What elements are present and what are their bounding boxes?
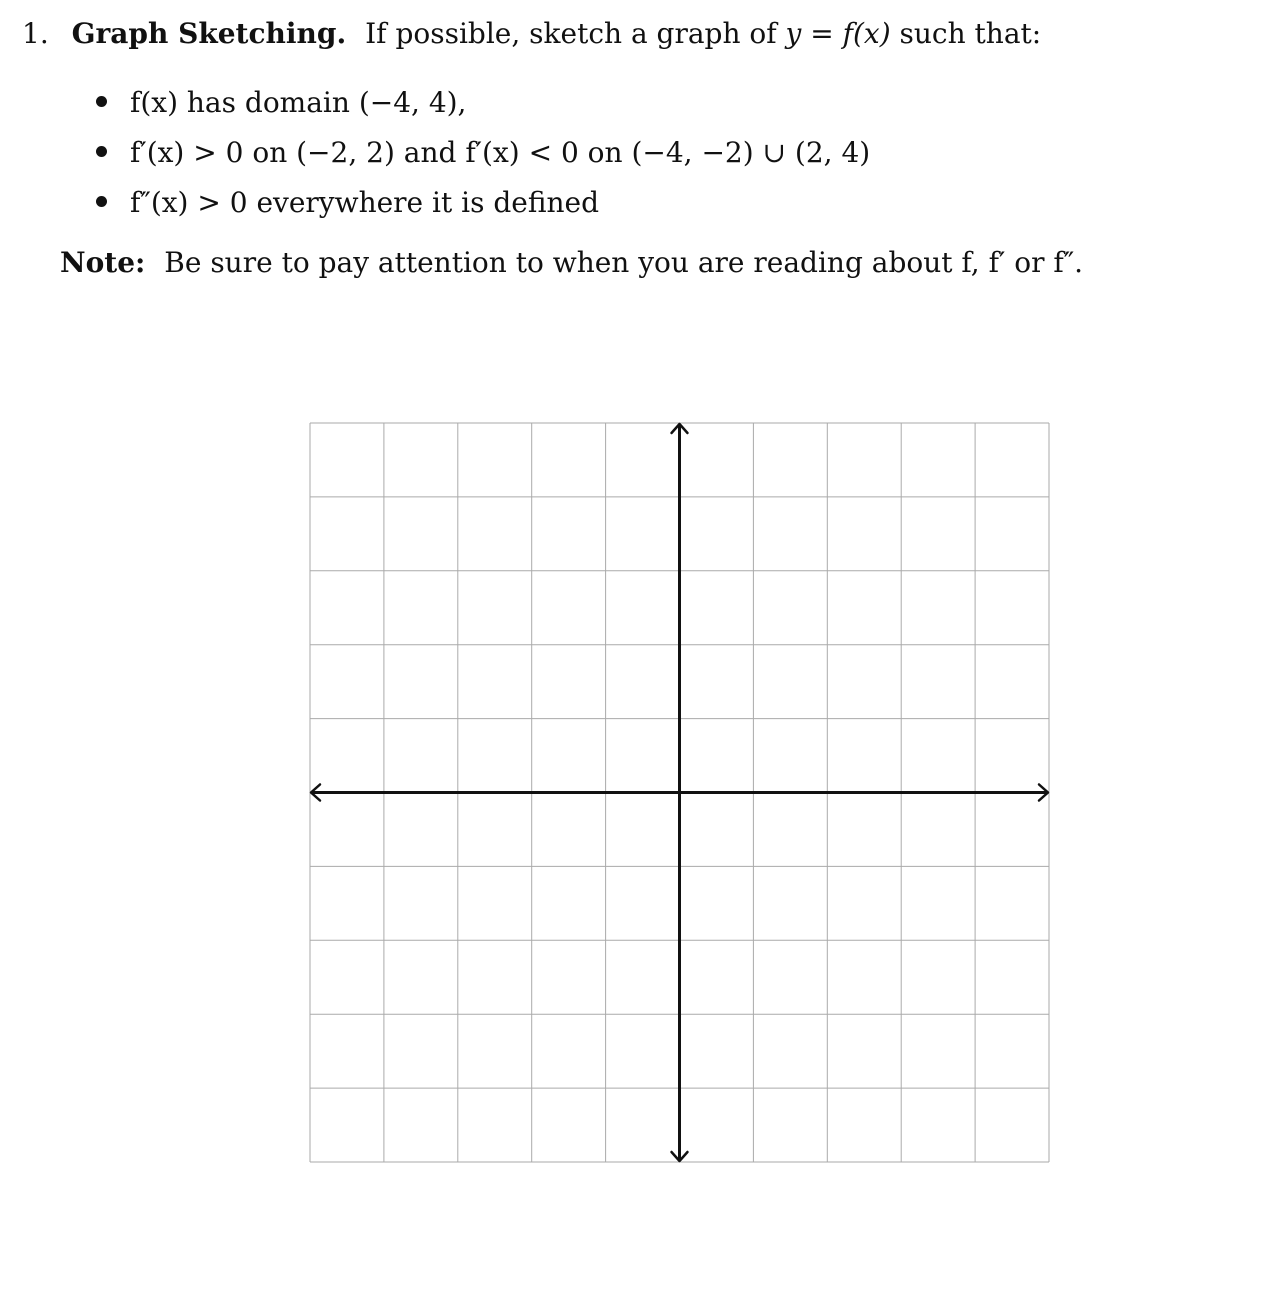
problem-intro: If possible, sketch a graph of xyxy=(365,17,777,50)
condition-text: f′(x) > 0 on (−2, 2) and f′(x) < 0 on (−4, −2) ∪ (2, 4) xyxy=(130,136,871,169)
note-text: Be sure to pay attention to when you are reading about f, f′ or f″. xyxy=(164,246,1084,279)
bullet-icon xyxy=(96,146,107,157)
problem-title: Graph Sketching. xyxy=(71,17,347,50)
condition-text: f″(x) > 0 everywhere it is defined xyxy=(130,186,600,219)
bullet-icon xyxy=(96,196,107,207)
conditions-list xyxy=(96,78,870,228)
note-label: Note: xyxy=(60,246,146,279)
problem-header xyxy=(22,14,1041,54)
problem-intro-end: such that: xyxy=(899,17,1042,50)
note xyxy=(60,243,1083,283)
condition-item xyxy=(96,128,870,178)
bullet-icon xyxy=(96,96,107,107)
problem-number: 1. xyxy=(22,17,49,50)
condition-item xyxy=(96,78,870,128)
condition-item xyxy=(96,178,870,228)
graph-grid[interactable] xyxy=(300,414,1060,1174)
axes xyxy=(311,424,1048,1161)
problem-equation: y = f(x) xyxy=(785,17,891,50)
condition-text: f(x) has domain (−4, 4), xyxy=(130,86,467,119)
